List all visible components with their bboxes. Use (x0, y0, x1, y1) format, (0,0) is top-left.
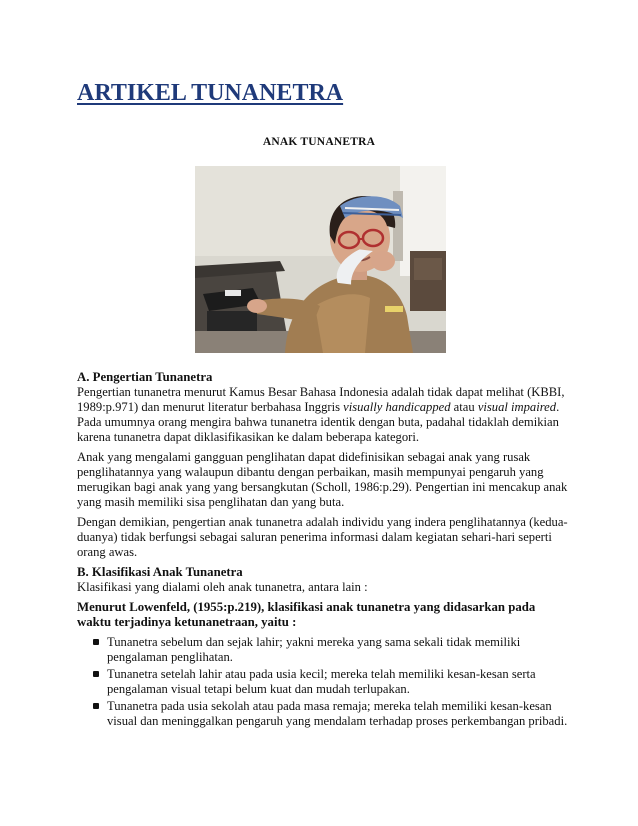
p1-text-a: Pengertian tunanetra menurut Kamus Besar Bahasa Indonesia adalah tidak dapat melihat (KBBI, 1989:p.971) dan menurut literatur berbahasa Inggris (77, 385, 565, 414)
classification-list (77, 635, 569, 729)
list-item (107, 635, 569, 665)
list-item (107, 667, 569, 697)
section-a-paragraph-1 (77, 385, 569, 445)
p1-text-c: . Pada umumnya orang mengira bahwa tunanetra identik dengan buta, padahal tidaklah demikian karena tunanetra dapat diklasifikasikan ke dalam beberapa kategori. (77, 400, 560, 444)
section-b-heading: B. Klasifikasi Anak Tunanetra (77, 565, 243, 579)
list-item-text: Tunanetra sebelum dan sejak lahir; yakni mereka yang sama sekali tidak memiliki pengalaman penglihatan. (107, 635, 521, 664)
section-a-paragraph-3: Dengan demikian, pengertian anak tunanetra adalah individu yang indera penglihatannya (kedua-duanya) tidak berfungsi sebagai saluran penerima informasi dalam kegiatan sehari-hari seperti orang awas. (77, 515, 568, 559)
article-photo (195, 166, 446, 353)
section-b-subheading: Menurut Lowenfeld, (1955:p.219), klasifikasi anak tunanetra yang didasarkan pada waktu terjadinya ketunanetraan, yaitu : (77, 600, 536, 629)
section-a-heading: A. Pengertian Tunanetra (77, 370, 213, 384)
list-item (107, 699, 569, 729)
article-body (77, 370, 569, 731)
list-item-text: Tunanetra setelah lahir atau pada usia kecil; mereka telah memiliki kesan-kesan serta pengalaman visual tetapi belum kuat dan mudah terlupakan. (107, 667, 536, 696)
article-title: ARTIKEL TUNANETRA (77, 80, 344, 106)
p1-term-1: visually handicapped (343, 400, 451, 414)
article-subtitle: ANAK TUNANETRA (262, 136, 376, 148)
section-a-paragraph-2: Anak yang mengalami gangguan penglihatan dapat didefinisikan sebagai anak yang rusak penglihatannya yang walaupun dibantu dengan perbaikan, masih mempunyai pengaruh yang merugikan bagi anak yang yang bersangkutan (Scholl, 1986:p.29). Pengertian ini mencakup anak yang masih memiliki sisa penglihatan dan yang buta. (77, 450, 568, 509)
p1-term-2: visual impaired (477, 400, 557, 414)
section-b-intro: Klasifikasi yang dialami oleh anak tunanetra, antara lain : (77, 580, 368, 594)
list-item-text: Tunanetra pada usia sekolah atau pada masa remaja; mereka telah memiliki kesan-kesan visual dan meninggalkan pengaruh yang mendalam terhadap proses perkembangan pribadi. (107, 699, 568, 728)
photo-illustration (195, 166, 446, 353)
bullet-icon (93, 703, 99, 709)
p1-text-b: atau (450, 400, 478, 414)
bullet-icon (93, 639, 99, 645)
bullet-icon (93, 671, 99, 677)
